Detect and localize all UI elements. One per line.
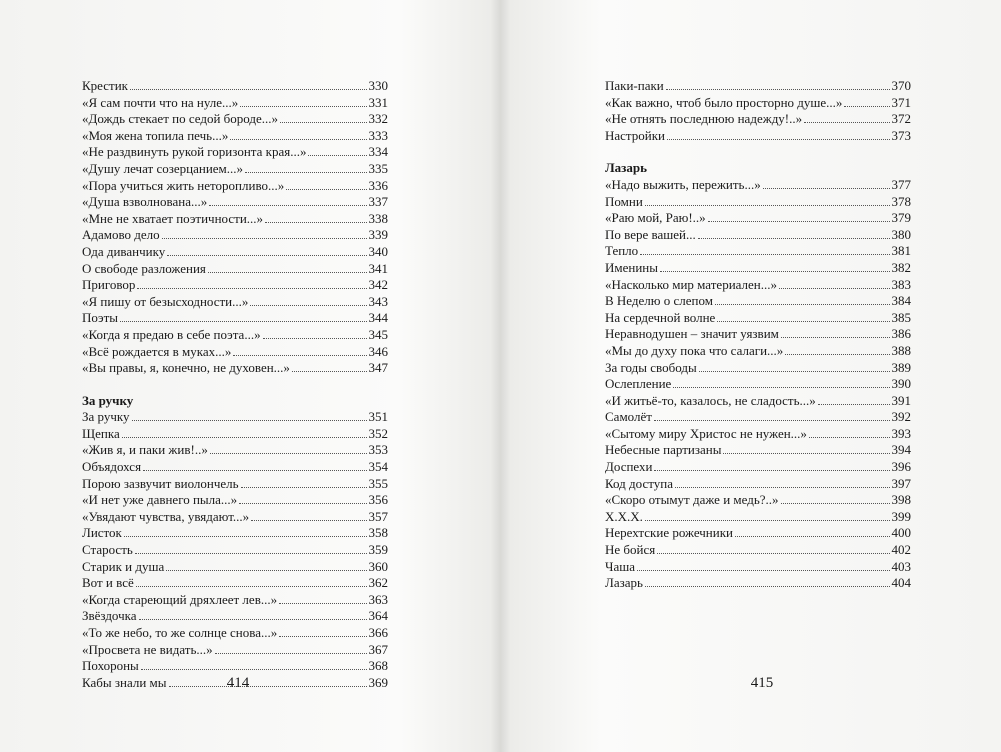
toc-entry-page-number: 380 [891, 226, 911, 242]
toc-entry-title: «То же небо, то же солнце снова...» [82, 625, 278, 640]
toc-entry-page-number: 373 [891, 127, 911, 143]
left-page [0, 0, 500, 752]
toc-entry-page-number: 388 [891, 342, 911, 358]
dot-leader [208, 272, 367, 273]
toc-entry-title: Помни [605, 193, 643, 209]
toc-entry-title: Тепло [605, 243, 639, 259]
toc-entry-page-number: 393 [891, 425, 911, 441]
dot-leader [844, 106, 889, 107]
toc-entry [82, 476, 388, 493]
toc-entry-page-number: 378 [891, 193, 911, 209]
dot-leader [735, 536, 890, 537]
toc-entry [82, 294, 388, 311]
toc-entry-page-number: 400 [891, 525, 911, 541]
toc-entry-page-number: 337 [368, 194, 388, 210]
dot-leader [763, 188, 890, 189]
toc-entry [605, 111, 911, 128]
toc-entry-title: Именины [605, 259, 658, 275]
toc-entry-page-number: 353 [368, 442, 388, 458]
toc-entry-title: «Раю мой, Раю!..» [605, 210, 706, 226]
toc-entry-page-number: 345 [368, 326, 388, 342]
toc-entry-title: Нерехтские рожечники [605, 525, 733, 541]
dot-leader [698, 238, 890, 239]
dot-leader [233, 355, 366, 356]
dot-leader [818, 404, 890, 405]
toc-entry [605, 542, 911, 559]
dot-leader [781, 337, 890, 338]
toc-entry-title: Код доступа [605, 475, 673, 491]
toc-entry-title: Лазарь [605, 575, 643, 591]
toc-entry [82, 244, 388, 261]
toc-entry [82, 327, 388, 344]
toc-entry-title: «Душа взволнована...» [82, 194, 208, 210]
section-heading: Лазарь [605, 160, 648, 176]
dot-leader [654, 470, 889, 471]
toc-entry-page-number: 384 [891, 293, 911, 309]
toc-entry-title: «Как важно, чтоб было просторно душе...» [605, 94, 843, 110]
page-number: 415 [750, 675, 774, 691]
toc-entry-title: Адамово дело [82, 227, 160, 243]
toc-entry [605, 243, 911, 260]
toc-entry-title: Крестик [82, 78, 128, 93]
toc-entry-title: «И нет уже давнего пыла...» [82, 492, 238, 508]
dot-leader [708, 221, 890, 222]
toc-entry-title: «Когда стареющий дряхлеет лев...» [82, 591, 278, 607]
toc-entry-title: «Моя жена топила печь...» [82, 127, 229, 143]
toc-entry-page-number: 404 [891, 575, 911, 591]
toc-entry-title: «Я сам почти что на нуле...» [82, 94, 239, 110]
toc-entry [82, 144, 388, 161]
dot-leader [675, 487, 890, 488]
dot-leader [167, 255, 366, 256]
toc-entry [82, 559, 388, 576]
dot-leader [673, 387, 889, 388]
toc-entry [605, 177, 911, 194]
toc-entry [605, 376, 911, 393]
toc-entry-title: Неравнодушен – значит уязвим [605, 326, 779, 342]
toc-entry [605, 509, 911, 526]
dot-leader [654, 420, 890, 421]
toc-entry-title: Старик и душа [82, 558, 165, 574]
dot-leader [308, 155, 366, 156]
toc-entry-title: «Всё рождается в муках...» [82, 343, 232, 359]
dot-leader [645, 520, 890, 521]
dot-leader [667, 139, 890, 140]
toc-entry [605, 293, 911, 310]
toc-entry-page-number: 355 [368, 475, 388, 491]
toc-entry-page-number: 352 [368, 425, 388, 441]
toc-entry-page-number: 386 [891, 326, 911, 342]
toc-entry-title: Приговор [82, 277, 136, 293]
toc-entry-page-number: 364 [368, 608, 388, 624]
dot-leader [279, 603, 366, 604]
toc-entry [605, 393, 911, 410]
toc-entry-page-number: 334 [368, 144, 388, 160]
toc-entry [605, 78, 911, 95]
toc-entry-title: «Увядают чувства, увядают...» [82, 508, 250, 524]
toc-entry [605, 227, 911, 244]
toc-entry-page-number: 372 [891, 111, 911, 127]
dot-leader [230, 139, 366, 140]
toc-entry-page-number: 397 [891, 475, 911, 491]
toc-entry [82, 509, 388, 526]
dot-leader [809, 437, 890, 438]
toc-entry [605, 559, 911, 576]
toc-entry-page-number: 359 [368, 542, 388, 558]
toc-entry-title: Не бойся [605, 542, 656, 558]
toc-entry-title: «Не отнять последнюю надежду!..» [605, 111, 803, 127]
toc-entry [82, 658, 388, 675]
right-page [501, 0, 1001, 752]
toc-entry-title: В Неделю о слепом [605, 293, 713, 309]
toc-entry-page-number: 383 [891, 276, 911, 292]
dot-leader [250, 305, 366, 306]
toc-entry-page-number: 335 [368, 160, 388, 176]
toc-entry-page-number: 390 [891, 376, 911, 392]
toc-entry-page-number: 377 [891, 176, 911, 192]
dot-leader [279, 636, 366, 637]
toc-entry [82, 459, 388, 476]
dot-leader [263, 338, 367, 339]
toc-entry [82, 409, 388, 426]
dot-leader [137, 288, 366, 289]
toc-entry [82, 310, 388, 327]
toc-entry [82, 111, 388, 128]
toc-entry-title: «Душу лечат созерцанием...» [82, 160, 244, 176]
dot-leader [122, 437, 367, 438]
toc-entry [82, 592, 388, 609]
toc-entry-title: «Скоро отымут даже и медь?..» [605, 492, 779, 508]
toc-entry [605, 476, 911, 493]
toc-entry [605, 575, 911, 592]
toc-entry-title: Чаша [605, 558, 635, 574]
toc-entry-title: Листок [82, 525, 122, 541]
toc-entry [82, 194, 388, 211]
toc-entry-title: «Когда я предаю в себе поэта...» [82, 326, 261, 342]
toc-entry-page-number: 354 [368, 459, 388, 475]
toc-entry-title: «Жив я, и паки жив!..» [82, 442, 208, 458]
dot-leader [779, 288, 890, 289]
toc-entry-page-number: 367 [368, 641, 388, 657]
toc-entry-page-number: 338 [368, 210, 388, 226]
toc-entry-page-number: 347 [368, 360, 388, 376]
toc-entry-title: За ручку [82, 409, 130, 425]
toc-entry-title: «Не раздвинуть рукой горизонта края...» [82, 144, 307, 160]
dot-leader [717, 321, 889, 322]
toc-entry-page-number: 358 [368, 525, 388, 541]
toc-entry-page-number: 398 [891, 492, 911, 508]
dot-leader [251, 520, 366, 521]
toc-entry-title: Паки-паки [605, 78, 664, 93]
toc-entry-page-number: 331 [368, 94, 388, 110]
toc-entry-page-number: 370 [891, 78, 911, 93]
toc-entry [82, 542, 388, 559]
dot-leader [637, 570, 890, 571]
toc-entry-page-number: 403 [891, 558, 911, 574]
dot-leader [239, 503, 366, 504]
toc-entry [82, 360, 388, 377]
toc-entry [82, 128, 388, 145]
dot-leader [120, 321, 366, 322]
toc-entry-page-number: 399 [891, 508, 911, 524]
toc-entry [605, 442, 911, 459]
toc-group-b [605, 177, 911, 592]
toc-entry-page-number: 336 [368, 177, 388, 193]
toc-entry [82, 211, 388, 228]
toc-entry-title: «Насколько мир материален...» [605, 276, 777, 292]
toc-entry-title: «Просвета не видать...» [82, 641, 213, 657]
toc-entry-title: Ода диванчику [82, 243, 166, 259]
toc-entry [605, 194, 911, 211]
toc-entry [605, 409, 911, 426]
toc-entry-title: «Дождь стекает по седой бороде...» [82, 111, 279, 127]
toc-group-a [82, 78, 388, 377]
toc-entry-page-number: 340 [368, 243, 388, 259]
toc-entry [82, 575, 388, 592]
toc-entry-title: «Я пишу от безысходности...» [82, 293, 249, 309]
toc-entry-title: Ослепление [605, 376, 672, 392]
toc-entry [82, 178, 388, 195]
toc-entry [82, 442, 388, 459]
toc-entry [605, 492, 911, 509]
toc-entry-title: Старость [82, 542, 133, 558]
dot-leader [130, 89, 367, 90]
toc-entry-title: «Мы до духу пока что салаги...» [605, 342, 784, 358]
dot-leader [124, 536, 367, 537]
toc-entry-page-number: 356 [368, 492, 388, 508]
dot-leader [657, 553, 889, 554]
dot-leader [804, 122, 889, 123]
dot-leader [141, 669, 367, 670]
toc-entry-page-number: 379 [891, 210, 911, 226]
toc-entry [82, 161, 388, 178]
section-heading: За ручку [82, 392, 134, 408]
toc-entry [605, 343, 911, 360]
toc-entry-title: «И житьё-то, казалось, не сладость...» [605, 392, 816, 408]
toc-entry-page-number: 330 [368, 78, 388, 93]
toc-entry-title: Похороны [82, 658, 139, 674]
toc-entry [82, 78, 388, 95]
toc-entry [82, 608, 388, 625]
toc-entry-page-number: 391 [891, 392, 911, 408]
toc-entry-title: Настройки [605, 127, 665, 143]
toc-entry [82, 426, 388, 443]
dot-leader [210, 453, 367, 454]
dot-leader [143, 470, 366, 471]
toc-entry-page-number: 371 [891, 94, 911, 110]
dot-leader [645, 586, 890, 587]
dot-leader [280, 122, 366, 123]
toc-entry [605, 128, 911, 145]
dot-leader [132, 420, 367, 421]
dot-leader [723, 453, 889, 454]
toc-entry [605, 260, 911, 277]
table-of-contents-left [82, 78, 388, 691]
toc-entry-title: О свободе разложения [82, 260, 206, 276]
toc-entry-title: Порою зазвучит виолончель [82, 475, 239, 491]
dot-leader [715, 304, 890, 305]
toc-entry-title: Небесные партизаны [605, 442, 722, 458]
toc-entry-title: «Вы правы, я, конечно, не духовен...» [82, 360, 290, 376]
dot-leader [666, 89, 890, 90]
toc-entry-title: Х.Х.Х. [605, 508, 643, 524]
toc-entry [82, 642, 388, 659]
dot-leader [162, 238, 367, 239]
toc-entry-page-number: 396 [891, 459, 911, 475]
toc-entry-title: Самолёт [605, 409, 652, 425]
dot-leader [136, 586, 367, 587]
toc-entry [605, 310, 911, 327]
toc-entry-page-number: 341 [368, 260, 388, 276]
toc-entry [82, 227, 388, 244]
toc-entry-page-number: 332 [368, 111, 388, 127]
toc-entry-title: «Надо выжить, пережить...» [605, 176, 761, 192]
toc-entry-title: По вере вашей... [605, 226, 696, 242]
toc-entry-title: На сердечной волне [605, 309, 716, 325]
toc-entry-title: Кабы знали мы [82, 674, 167, 690]
toc-entry-title: «Пора учиться жить неторопливо...» [82, 177, 285, 193]
toc-entry [605, 360, 911, 377]
dot-leader [640, 254, 889, 255]
toc-entry-title: «Мне не хватает поэтичности...» [82, 210, 264, 226]
dot-leader [135, 553, 367, 554]
toc-entry [605, 459, 911, 476]
toc-entry-title: Доспехи [605, 459, 653, 475]
dot-leader [240, 106, 366, 107]
toc-entry [605, 525, 911, 542]
toc-entry-page-number: 394 [891, 442, 911, 458]
toc-entry-page-number: 351 [368, 409, 388, 425]
toc-entry-title: «Сытому миру Христос не нужен...» [605, 425, 807, 441]
toc-entry [605, 210, 911, 227]
dot-leader [209, 205, 366, 206]
toc-entry [605, 277, 911, 294]
toc-entry [82, 492, 388, 509]
toc-entry-title: Щепка [82, 425, 120, 441]
toc-entry-page-number: 385 [891, 309, 911, 325]
toc-entry-title: Поэты [82, 310, 119, 326]
toc-entry-title: За годы свободы [605, 359, 697, 375]
toc-entry-page-number: 357 [368, 508, 388, 524]
toc-entry-page-number: 389 [891, 359, 911, 375]
toc-entry [82, 277, 388, 294]
toc-entry [605, 326, 911, 343]
dot-leader [699, 371, 890, 372]
toc-entry-page-number: 343 [368, 293, 388, 309]
toc-group-a [605, 78, 911, 144]
toc-entry-title: Звёздочка [82, 608, 137, 624]
dot-leader [166, 570, 366, 571]
page-number: 414 [226, 675, 250, 691]
toc-entry-page-number: 342 [368, 277, 388, 293]
toc-entry-title: Вот и всё [82, 575, 134, 591]
toc-entry-page-number: 381 [891, 243, 911, 259]
toc-entry-page-number: 392 [891, 409, 911, 425]
dot-leader [241, 487, 367, 488]
toc-entry [82, 525, 388, 542]
toc-entry-page-number: 382 [891, 259, 911, 275]
toc-entry-page-number: 344 [368, 310, 388, 326]
dot-leader [215, 653, 367, 654]
toc-entry [82, 95, 388, 112]
dot-leader [245, 172, 366, 173]
dot-leader [292, 371, 367, 372]
toc-entry [82, 261, 388, 278]
toc-group-b [82, 409, 388, 691]
dot-leader [139, 619, 367, 620]
dot-leader [781, 503, 890, 504]
toc-entry-page-number: 366 [368, 625, 388, 640]
dot-leader [785, 354, 889, 355]
dot-leader [265, 222, 366, 223]
toc-entry-page-number: 333 [368, 127, 388, 143]
toc-entry-page-number: 346 [368, 343, 388, 359]
toc-entry [82, 625, 388, 642]
toc-entry-page-number: 339 [368, 227, 388, 243]
toc-entry [605, 426, 911, 443]
dot-leader [645, 205, 890, 206]
toc-entry-page-number: 369 [368, 674, 388, 690]
toc-entry-page-number: 362 [368, 575, 388, 591]
table-of-contents-right [605, 78, 911, 592]
toc-entry-title: Объядохся [82, 459, 142, 475]
toc-entry-page-number: 360 [368, 558, 388, 574]
dot-leader [286, 189, 366, 190]
toc-entry-page-number: 368 [368, 658, 388, 674]
dot-leader [660, 271, 890, 272]
toc-entry-page-number: 363 [368, 591, 388, 607]
toc-entry [605, 95, 911, 112]
toc-entry [82, 344, 388, 361]
toc-entry-page-number: 402 [891, 542, 911, 558]
